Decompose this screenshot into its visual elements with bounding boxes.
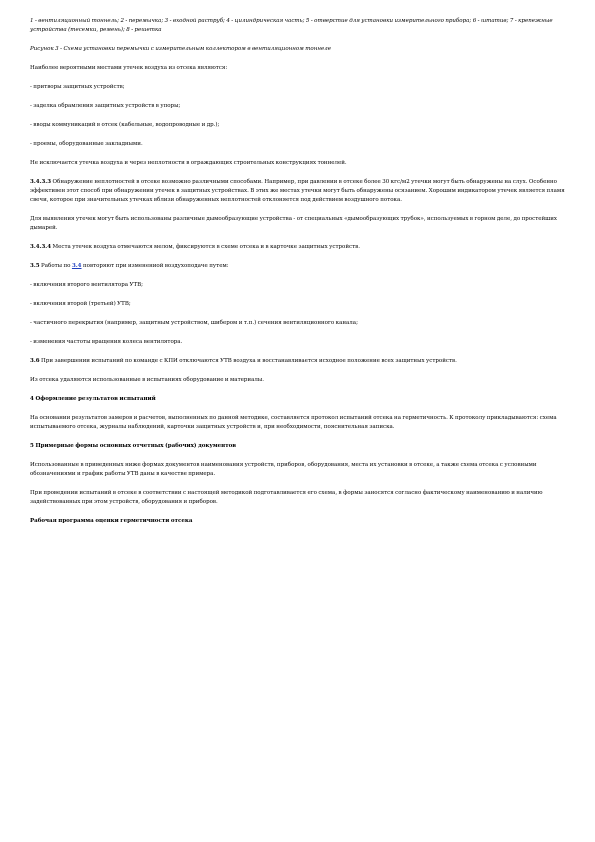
leak-place-item: - проемы, оборудованные закладными.: [30, 141, 143, 147]
leak-places-intro: Наиболее вероятными местами утечек воздуха из отсека являются:: [30, 65, 228, 71]
work-program-title: Рабочая программа оценки герметичности отсека: [30, 518, 193, 524]
airflow-method-item: - включения второй (третьей) УТВ;: [30, 301, 131, 307]
section-5-heading: 5 Примерные формы основных отчетных (рабочих) документов: [30, 443, 237, 449]
clause-number: 3.4.3.3: [30, 179, 52, 185]
clause-3-5: [30, 262, 565, 271]
figure-caption-text: Схема установки перемычки с измерительным коллектором в вентиляционном тоннеле: [62, 46, 331, 52]
clause-number: 3.4.3.4: [30, 244, 52, 250]
airflow-method-item: - частичного перекрытия (например, защитным устройством, шибером и т.п.) сечения вентиляционного канала;: [30, 320, 358, 326]
clause-number: 3.6: [30, 358, 40, 364]
figure-caption-label: Рисунок 3 -: [30, 46, 62, 52]
clause-text: повторяют при изменениой воздухоподаче путем:: [81, 263, 229, 269]
clause-link-3-4[interactable]: 3.4: [71, 263, 82, 269]
airflow-method-item: - включения второго вентилятора УТВ;: [30, 282, 144, 288]
figure-legend: 1 - вентиляционный тоннель; 2 - перемычка; 3 - входной раструб; 4 - цилиндрическая часть; 5 - отверстие для установки измерительного прибора; 6 - штатив; 7 - крепежные устройства (тесемки, ремень); 8 - решетка: [30, 18, 553, 33]
section-5-paragraph: Использованные в приведенных ниже формах документов наименования устройств, приборов, оборудования, места их установки в отсеке, а также схема отсека с условными обозначениями и график работы УТВ даны в качестве примера.: [30, 462, 537, 477]
clause-3-4-3-4: [30, 243, 565, 252]
clause-3-4-3-3: [30, 178, 565, 205]
airflow-method-item: - изменения частоты вращения колеса вентилятора.: [30, 339, 183, 345]
clause-text: При завершении испытаний по команде с КПИ отключаются УТВ воздуха и восстанавливается исходное положение всех защитных устройств.: [39, 358, 457, 364]
leak-places-note: Не исключается утечка воздуха и через неплотности в ограждающих строительных конструкциях тоннелей.: [30, 160, 347, 166]
clause-number: 3.5: [30, 263, 40, 269]
clause-3-6: [30, 357, 565, 366]
figure-caption: [30, 45, 565, 54]
section-4-text: На основании результатов замеров и расчетов, выполненных по данной методике, составляется протокол испытаний отсека на герметичность. К протоколу прикладываются: схема испытываемого отсека, журналы наблюдений, карточки защитных устройств и, при необходимости, пояснительная записка.: [30, 415, 557, 430]
clause-text: Места утечек воздуха отмечаются мелом, фиксируются в схеме отсека и в карточке защитных устройств.: [51, 244, 360, 250]
equipment-removed-paragraph: Из отсека удаляются использованные в испытаниях оборудование и материалы.: [30, 377, 264, 383]
section-5-paragraph: При проведении испытаний в отсеке в соответствии с настоящей методикой подготавливается его схема, в формы заносятся согласно фактическому наименованию и наличию задействованных при этом устройств, оборудования и приборов.: [30, 490, 543, 505]
leak-place-item: - вводы коммуникаций в отсек (кабельные, водопроводные и др.);: [30, 122, 220, 128]
smoke-devices-paragraph: Для выявления утечек могут быть использованы различные дымообразующие устройства - от специальных «дымообразующих трубок», используемых в горном деле, до простейших дымарей.: [30, 216, 558, 231]
clause-text: Обнаружение неплотностей в отсеке возможно различными способами. Например, при давлении в отсеке более 30 кгс/м2 утечки могут быть обнаружены на слух. Особенно эффективен этот способ при обнаружении утечек в защитных устройствах. В этих же местах утечки могут быть обнаружены осязанием. Хорошим индикатором утечек является пламя свечи, которое при значительных утечках вблизи обнаруженных неплотностей отклоняется под действием воздушного потока.: [30, 179, 565, 203]
clause-text: Работы по: [39, 263, 72, 269]
leak-place-item: - притворы защитных устройств;: [30, 84, 125, 90]
section-4-heading: 4 Оформление результатов испытаний: [30, 396, 156, 402]
leak-place-item: - заделка обрамления защитных устройств в упоры;: [30, 103, 181, 109]
